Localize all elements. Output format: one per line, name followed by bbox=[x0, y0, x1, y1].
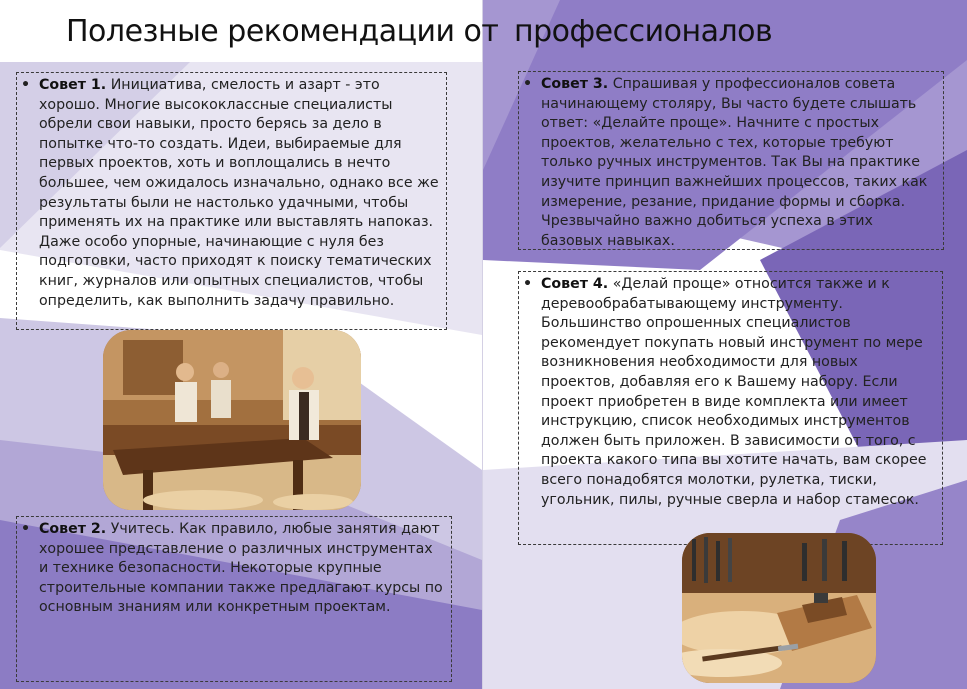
tip-1-box bbox=[16, 72, 447, 330]
carpenters-workshop-photo bbox=[103, 330, 361, 510]
bullet: • bbox=[21, 77, 31, 93]
tip-3-text: Спрашивая у профессионалов совета начинающему столяру, Вы часто будете слышать ответ: «Делайте проще». Начните с простых проектов, желательно с тех, которые требуют только ручных инструментов. Так Вы на практике изучите принцип важнейших процессов, таких как измерение, резание, придание формы и сборка. Чрезвычайно важно добиться успеха в этих базовых навыках. bbox=[541, 76, 928, 249]
tip-1-label: Совет 1. bbox=[39, 77, 107, 93]
bullet: • bbox=[523, 76, 533, 92]
heading-left: Полезные рекомендации от bbox=[66, 14, 499, 49]
woodworking-tools-photo bbox=[682, 533, 876, 683]
tip-1-text: Инициатива, смелость и азарт - это хорошо. Многие высококлассные специалисты обрели свои навыки, просто берясь за дело в попытке что-то создать. Идеи, выбираемые для первых проектов, хоть и воплощались в нечто большее, чем ожидалось изначально, однако все же результаты были не настолько удачными, чтобы применять их на практике или выставлять напоказ. Даже особо упорные, начинающие с нуля без подготовки, часто приходят к поиску тематических книг, журналов или опытных специалистов, чтобы определить, как выполнить задачу правильно. bbox=[39, 77, 439, 309]
tip-2-text: Учитесь. Как правило, любые занятия дают хорошее представление о различных инструментах и технике безопасности. Некоторые крупные строительные компании также предлагают курсы по основным знаниям или конкретным проектам. bbox=[39, 521, 443, 616]
tip-2-box bbox=[16, 516, 452, 682]
tip-4-box bbox=[518, 271, 943, 545]
page-divider bbox=[482, 0, 483, 689]
bullet: • bbox=[21, 521, 31, 537]
tip-4-label: Совет 4. bbox=[541, 276, 609, 292]
heading-right: профессионалов bbox=[514, 14, 773, 49]
tip-2-label: Совет 2. bbox=[39, 521, 107, 537]
tip-3-box bbox=[518, 71, 944, 250]
tip-4-text: «Делай проще» относится также и к деревообрабатывающему инструменту. Большинство опрошенных специалистов рекомендует покупать новый инструмент по мере возникновения необходимости для новых проектов, добавляя его к Вашему набору. Если проект приобретен в виде комплекта или имеет инструкцию, список необходимых инструментов должен быть приложен. В зависимости от того, с проекта какого типа вы хотите начать, вам скорее всего понадобятся молотки, рулетка, тиски, угольник, пилы, ручные сверла и набор стамесок. bbox=[541, 276, 927, 508]
tip-3-label: Совет 3. bbox=[541, 76, 609, 92]
bullet: • bbox=[523, 276, 533, 292]
